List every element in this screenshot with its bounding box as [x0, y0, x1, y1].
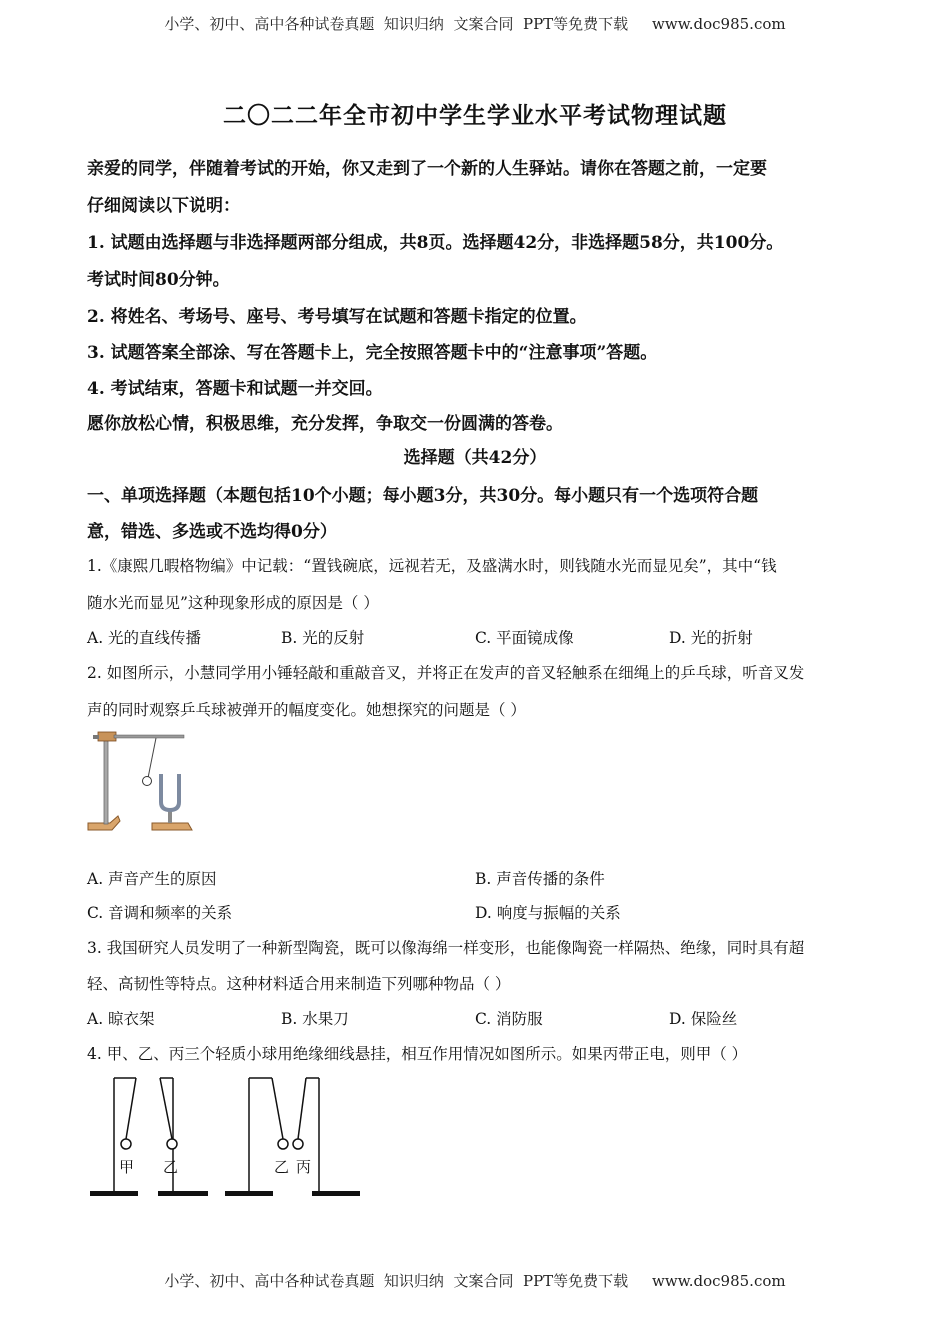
question-3-option-a: A. 晾衣架 [87, 1010, 155, 1028]
question-3-option-c: C. 消防服 [475, 1010, 543, 1028]
intro-line: 考试时间80分钟。 [87, 270, 230, 290]
question-2-option-d: D. 响度与振幅的关系 [475, 904, 621, 922]
intro-line: 亲爱的同学，伴随着考试的开始，你又走到了一个新的人生驿站。请你在答题之前，一定要 [87, 159, 767, 179]
question-2-text: 声的同时观察乒乓球被弹开的幅度变化。她想探究的问题是（ ） [87, 701, 526, 719]
page-header: 小学、初中、高中各种试卷真题 知识归纳 文案合同 PPT等免费下载 www.doc985.com [164, 15, 786, 33]
question-2-option-a: A. 声音产生的原因 [87, 870, 217, 888]
page-footer: 小学、初中、高中各种试卷真题 知识归纳 文案合同 PPT等免费下载 www.doc985.com [164, 1272, 786, 1290]
intro-line: 2. 将姓名、考场号、座号、考号填写在试题和答题卡指定的位置。 [87, 307, 587, 327]
part-heading: 一、单项选择题（本题包括10个小题；每小题3分，共30分。每小题只有一个选项符合题 [87, 486, 759, 506]
question-4-text: 4. 甲、乙、丙三个轻质小球用绝缘细线悬挂，相互作用情况如图所示。如果丙带正电，则甲（ ） [87, 1045, 748, 1063]
question-3-option-d: D. 保险丝 [669, 1010, 738, 1028]
tuning-fork-figure [84, 726, 196, 836]
intro-line: 3. 试题答案全部涂、写在答题卡上，完全按照答题卡中的“注意事项”答题。 [87, 343, 658, 363]
question-1-option-d: D. 光的折射 [669, 629, 753, 647]
question-1-option-b: B. 光的反射 [281, 629, 365, 647]
intro-line: 1. 试题由选择题与非选择题两部分组成，共8页。选择题42分，非选择题58分，共100分。 [87, 233, 784, 253]
intro-line: 仔细阅读以下说明： [87, 196, 240, 216]
question-1-text: 随水光而显见”这种现象形成的原因是（ ） [87, 594, 379, 612]
question-2-option-c: C. 音调和频率的关系 [87, 904, 233, 922]
label-yi: 乙 [163, 1158, 179, 1176]
question-3-option-b: B. 水果刀 [281, 1010, 349, 1028]
question-1-option-c: C. 平面镜成像 [475, 629, 574, 647]
label-jia: 甲 [119, 1158, 135, 1176]
charged-balls-figure [86, 1072, 366, 1202]
intro-line: 愿你放松心情，积极思维，充分发挥，争取交一份圆满的答卷。 [87, 414, 563, 434]
section-title: 选择题（共42分） [403, 448, 547, 468]
label-bing: 丙 [296, 1158, 312, 1176]
page-title: 二〇二二年全市初中学生学业水平考试物理试题 [223, 102, 727, 129]
question-3-text: 轻、高韧性等特点。这种材料适合用来制造下列哪种物品（ ） [87, 975, 511, 993]
question-1-option-a: A. 光的直线传播 [87, 629, 202, 647]
question-2-text: 2. 如图所示，小慧同学用小锤轻敲和重敲音叉，并将正在发声的音叉轻触系在细绳上的乒乓球，听音叉发 [87, 664, 805, 682]
question-3-text: 3. 我国研究人员发明了一种新型陶瓷，既可以像海绵一样变形，也能像陶瓷一样隔热、绝缘，同时具有超 [87, 939, 805, 957]
part-heading: 意，错选、多选或不选均得0分） [87, 522, 337, 542]
intro-line: 4. 考试结束，答题卡和试题一并交回。 [87, 379, 383, 399]
question-2-option-b: B. 声音传播的条件 [475, 870, 605, 888]
label-yi-2: 乙 [274, 1158, 290, 1176]
question-1-text: 1.《康熙几暇格物编》中记载：“置钱碗底，远视若无，及盛满水时，则钱随水光而显见矣”，其中“钱 [87, 557, 777, 575]
